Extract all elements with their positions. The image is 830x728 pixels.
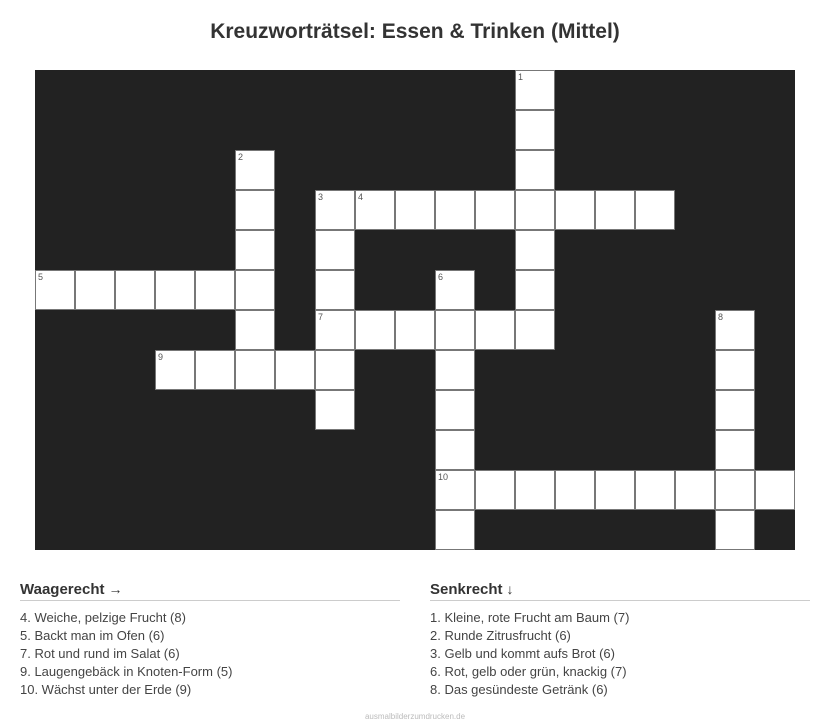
clue-number: 8 bbox=[718, 312, 724, 322]
crossword-cell[interactable] bbox=[395, 190, 435, 230]
arrow-right-icon: → bbox=[108, 581, 123, 597]
crossword-cell[interactable] bbox=[195, 270, 235, 310]
crossword-cell[interactable] bbox=[715, 390, 755, 430]
crossword-cell[interactable] bbox=[515, 230, 555, 270]
crossword-cell[interactable] bbox=[435, 270, 475, 310]
crossword-cell[interactable] bbox=[555, 190, 595, 230]
page-title: Kreuzworträtsel: Essen & Trinken (Mittel) bbox=[210, 20, 620, 43]
clue-number: 3 bbox=[318, 192, 324, 202]
across-clue: 10. Wächst unter der Erde (9) bbox=[20, 682, 192, 697]
down-clue: 2. Runde Zitrusfrucht (6) bbox=[430, 628, 571, 643]
crossword-cell[interactable] bbox=[635, 470, 675, 510]
crossword-cell[interactable] bbox=[715, 350, 755, 390]
crossword-cell[interactable] bbox=[635, 190, 675, 230]
crossword-grid bbox=[35, 70, 795, 550]
clue-number: 2 bbox=[238, 152, 244, 162]
down-clue: 6. Rot, gelb oder grün, knackig (7) bbox=[430, 664, 627, 679]
crossword-cell[interactable] bbox=[595, 190, 635, 230]
crossword-cell[interactable] bbox=[355, 310, 395, 350]
crossword-cell[interactable] bbox=[715, 310, 755, 350]
crossword-cell[interactable] bbox=[315, 350, 355, 390]
down-clue: 1. Kleine, rote Frucht am Baum (7) bbox=[430, 610, 630, 625]
clue-number: 5 bbox=[38, 272, 44, 282]
clue-number: 4 bbox=[358, 192, 364, 202]
crossword-cell[interactable] bbox=[515, 470, 555, 510]
down-clue-list bbox=[430, 609, 810, 699]
crossword-cell[interactable] bbox=[515, 190, 555, 230]
across-clue-list bbox=[20, 609, 400, 699]
clues-across bbox=[20, 581, 400, 699]
crossword-cell[interactable] bbox=[235, 230, 275, 270]
crossword-cell[interactable] bbox=[755, 470, 795, 510]
crossword-cell[interactable] bbox=[315, 390, 355, 430]
across-heading-label: Waagerecht bbox=[20, 581, 105, 598]
crossword-cell[interactable] bbox=[235, 190, 275, 230]
crossword-cell[interactable] bbox=[435, 350, 475, 390]
crossword-cell[interactable] bbox=[435, 430, 475, 470]
clue-number: 7 bbox=[318, 312, 324, 322]
clue-number: 10 bbox=[438, 472, 449, 482]
crossword-cell[interactable] bbox=[315, 270, 355, 310]
crossword-cell[interactable] bbox=[555, 470, 595, 510]
crossword-cell[interactable] bbox=[195, 350, 235, 390]
crossword-cell[interactable] bbox=[235, 270, 275, 310]
crossword-cell[interactable] bbox=[435, 310, 475, 350]
crossword-cell[interactable] bbox=[315, 190, 355, 230]
crossword-cell[interactable] bbox=[115, 270, 155, 310]
crossword-cell[interactable] bbox=[235, 150, 275, 190]
down-clue: 3. Gelb und kommt aufs Brot (6) bbox=[430, 646, 615, 661]
crossword-cell[interactable] bbox=[155, 350, 195, 390]
crossword-cell[interactable] bbox=[315, 310, 355, 350]
clue-number: 1 bbox=[518, 72, 524, 82]
crossword-cell[interactable] bbox=[435, 190, 475, 230]
crossword-cell[interactable] bbox=[355, 190, 395, 230]
clues-down bbox=[430, 581, 810, 699]
crossword-cell[interactable] bbox=[435, 510, 475, 550]
footer-credit: ausmalbilderzumdrucken.de bbox=[364, 712, 466, 721]
clue-number: 9 bbox=[158, 352, 164, 362]
across-clue: 9. Laugengebäck in Knoten-Form (5) bbox=[20, 664, 233, 679]
crossword-cell[interactable] bbox=[475, 310, 515, 350]
crossword-cell[interactable] bbox=[395, 310, 435, 350]
across-clue: 4. Weiche, pelzige Frucht (8) bbox=[20, 610, 186, 625]
crossword-cell[interactable] bbox=[435, 470, 475, 510]
crossword-cell[interactable] bbox=[275, 350, 315, 390]
crossword-cell[interactable] bbox=[515, 270, 555, 310]
crossword-cell[interactable] bbox=[595, 470, 635, 510]
crossword-cell[interactable] bbox=[515, 150, 555, 190]
crossword-cell[interactable] bbox=[475, 190, 515, 230]
crossword-cell[interactable] bbox=[235, 310, 275, 350]
crossword-cell[interactable] bbox=[75, 270, 115, 310]
down-heading bbox=[430, 581, 810, 601]
crossword-cell[interactable] bbox=[35, 270, 75, 310]
crossword-cell[interactable] bbox=[515, 310, 555, 350]
crossword-cell[interactable] bbox=[675, 470, 715, 510]
across-clue: 5. Backt man im Ofen (6) bbox=[20, 628, 165, 643]
clue-number: 6 bbox=[438, 272, 444, 282]
crossword-cell[interactable] bbox=[475, 470, 515, 510]
crossword-cell[interactable] bbox=[715, 430, 755, 470]
across-clue: 7. Rot und rund im Salat (6) bbox=[20, 646, 180, 661]
crossword-cell[interactable] bbox=[235, 350, 275, 390]
across-heading bbox=[20, 581, 400, 601]
crossword-cell[interactable] bbox=[715, 510, 755, 550]
crossword-cell[interactable] bbox=[715, 470, 755, 510]
down-clue: 8. Das gesündeste Getränk (6) bbox=[430, 682, 608, 697]
crossword-cell[interactable] bbox=[515, 70, 555, 110]
crossword-cell[interactable] bbox=[515, 110, 555, 150]
crossword-cell[interactable] bbox=[315, 230, 355, 270]
crossword-cell[interactable] bbox=[435, 390, 475, 430]
arrow-down-icon: ↓ bbox=[506, 581, 514, 597]
down-heading-label: Senkrecht bbox=[430, 581, 503, 598]
crossword-cell[interactable] bbox=[155, 270, 195, 310]
